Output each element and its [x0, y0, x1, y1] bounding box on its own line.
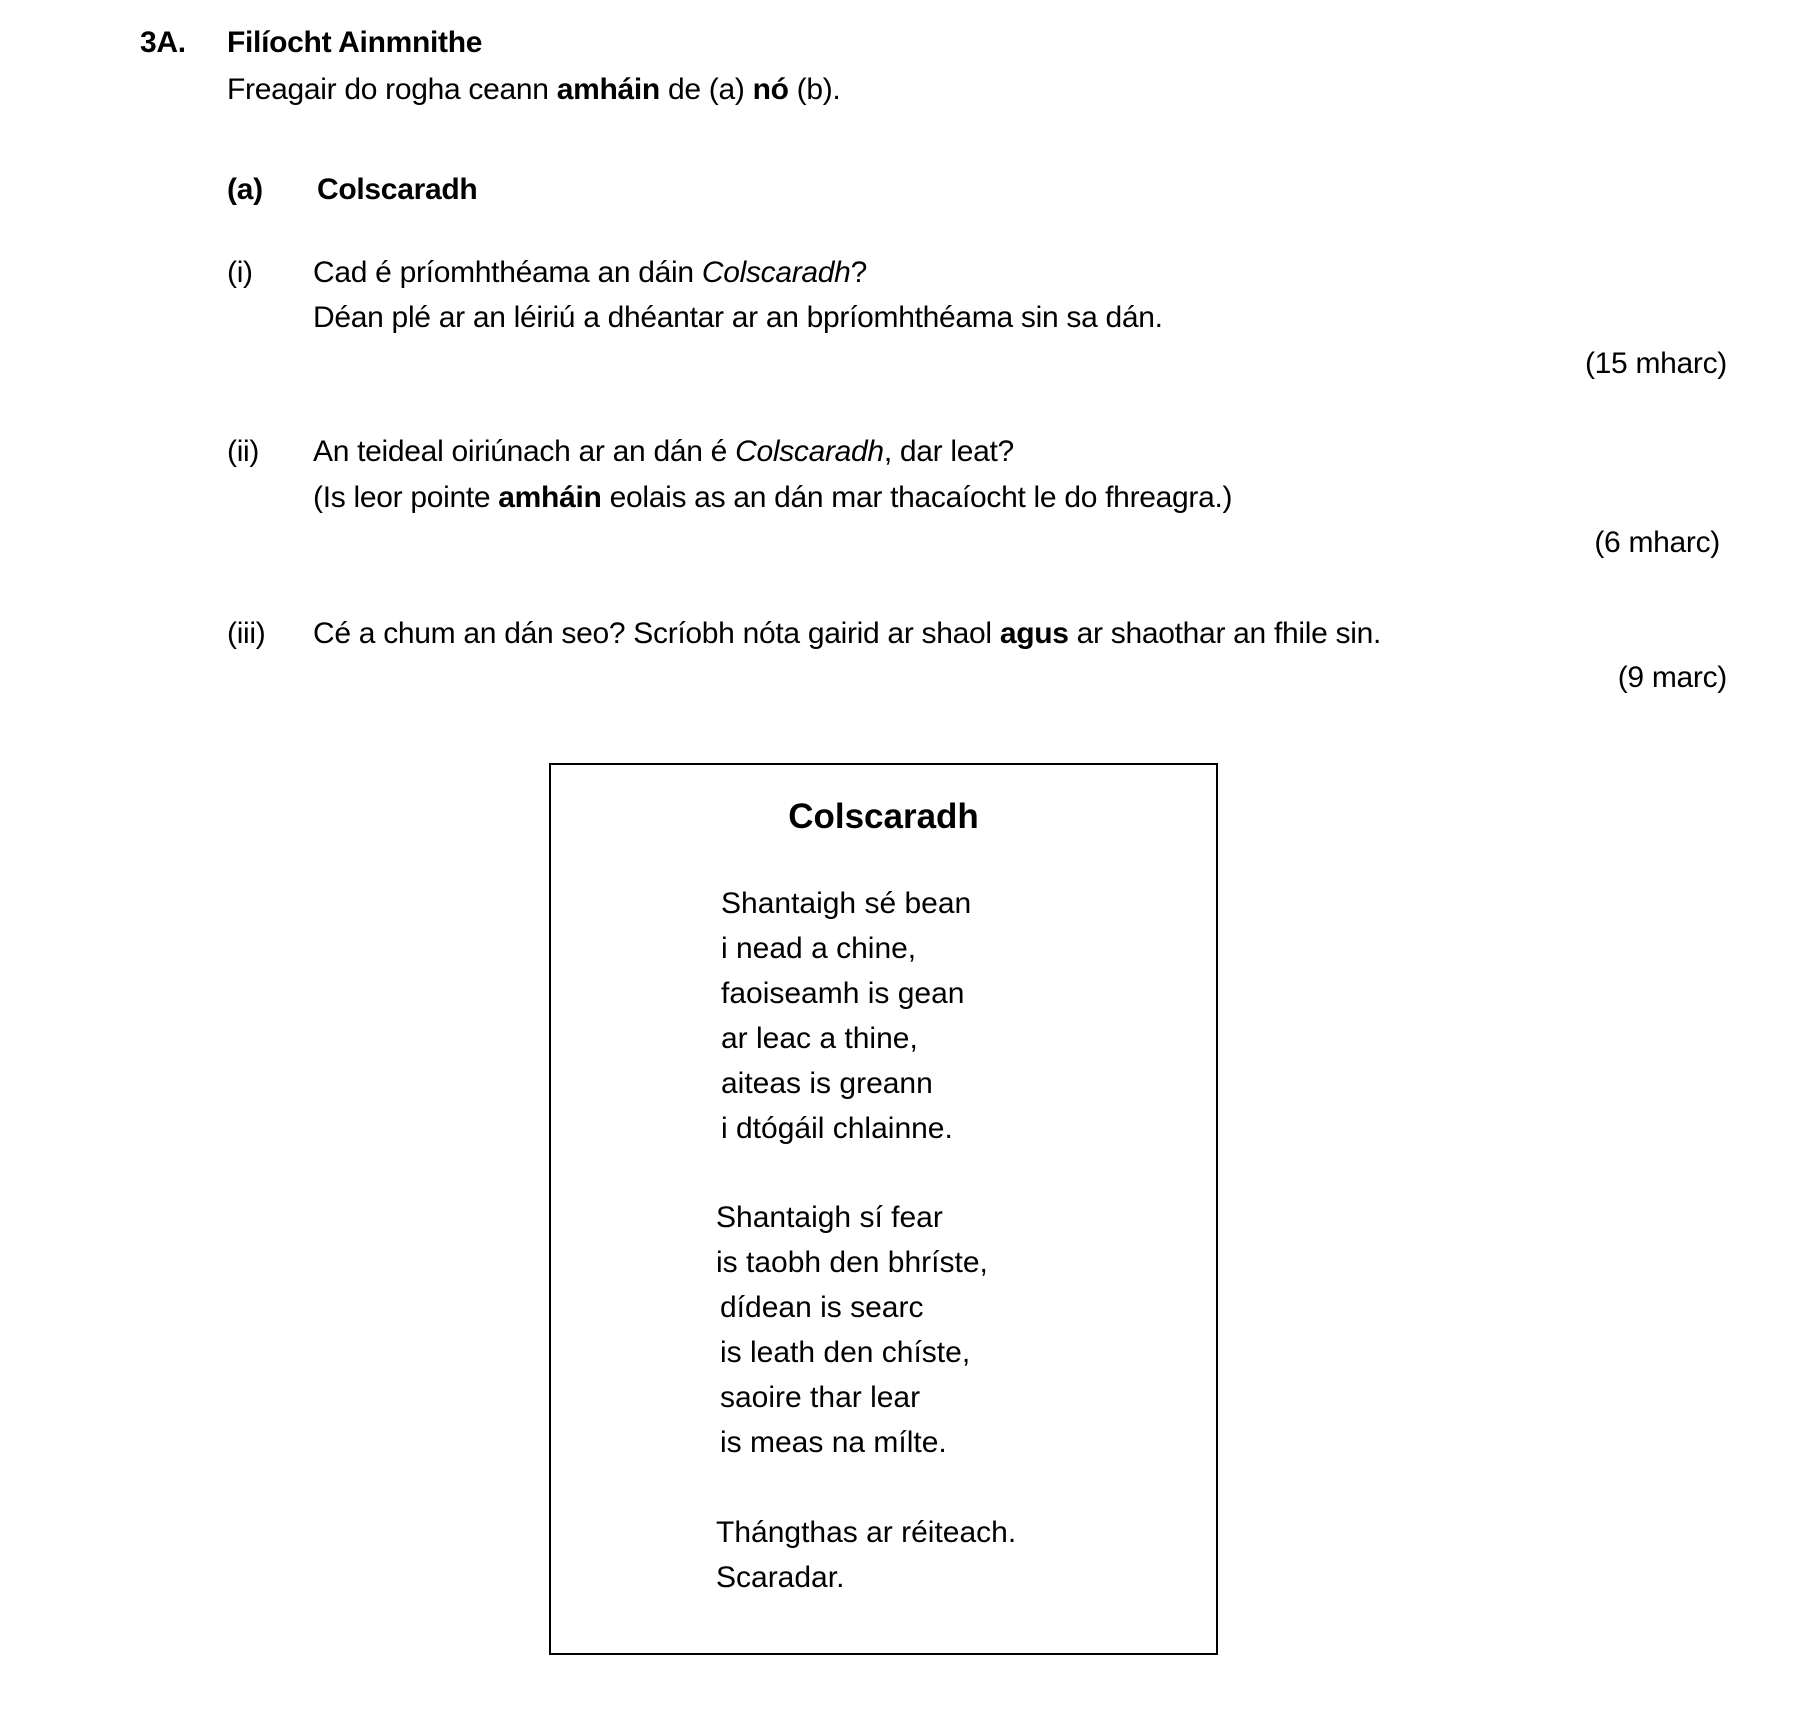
- instruction-text: de (a): [659, 73, 753, 106]
- instruction-emphasis: nó: [752, 73, 789, 106]
- marks-iii: (9 marc): [1617, 661, 1727, 694]
- question-text: eolais as an dán mar thacaíocht le do fhreagra.): [601, 481, 1233, 514]
- poem-line: saoire thar lear: [720, 1381, 921, 1414]
- subquestion-ii-line2: [313, 480, 1232, 516]
- subquestion-label: (ii): [227, 435, 260, 468]
- poem-line: Thángthas ar réiteach.: [716, 1516, 1017, 1549]
- poem-line: i nead a chine,: [721, 932, 917, 965]
- question-text: (Is leor pointe: [313, 481, 499, 514]
- poem-line: is taobh den bhríste,: [716, 1246, 988, 1279]
- poem-line: faoiseamh is gean: [721, 977, 965, 1010]
- poem-line: Shantaigh sí fear: [716, 1201, 943, 1234]
- question-text: , dar leat?: [883, 435, 1014, 468]
- instruction-text: Freagair do rogha ceann: [227, 73, 557, 106]
- poem-line: is meas na mílte.: [720, 1426, 947, 1459]
- poem-line: Shantaigh sé bean: [721, 887, 972, 920]
- poem-line: dídean is searc: [720, 1291, 924, 1324]
- poem-title-reference: Colscaradh: [701, 256, 851, 289]
- instruction-emphasis: amháin: [556, 73, 660, 106]
- subquestion-ii-line1: [313, 434, 1014, 470]
- question-text: ?: [850, 256, 867, 289]
- subquestion-label: (iii): [227, 617, 266, 650]
- poem-line: is leath den chíste,: [720, 1336, 971, 1369]
- poem-title-reference: Colscaradh: [735, 435, 884, 468]
- marks-ii: (6 mharc): [1594, 526, 1720, 559]
- subquestion-label: (i): [227, 256, 253, 289]
- poem-line: Scaradar.: [716, 1561, 845, 1594]
- subquestion-i-line1: [313, 255, 867, 291]
- part-a-title: Colscaradh: [317, 173, 478, 206]
- question-emphasis: agus: [999, 617, 1069, 650]
- question-text: Cad é príomhthéama an dáin: [313, 256, 702, 289]
- section-title: Filíocht Ainmnithe: [227, 26, 483, 59]
- question-emphasis: amháin: [498, 481, 602, 514]
- marks-i: (15 mharc): [1584, 347, 1727, 380]
- part-a-label: (a): [227, 173, 263, 206]
- poem-title: Colscaradh: [788, 797, 979, 836]
- question-number: 3A.: [140, 26, 186, 59]
- poem-box: [549, 763, 1218, 1655]
- question-text: ar shaothar an fhile sin.: [1068, 617, 1382, 650]
- subquestion-i-line2: Déan plé ar an léiriú a dhéantar ar an bpríomhthéama sin sa dán.: [313, 301, 1163, 334]
- subquestion-iii-line1: [313, 616, 1381, 652]
- poem-line: aiteas is greann: [721, 1067, 933, 1100]
- question-text: An teideal oiriúnach ar an dán é: [313, 435, 736, 468]
- poem-line: i dtógáil chlainne.: [721, 1112, 953, 1145]
- instruction-text: (b).: [788, 73, 841, 106]
- instruction: [227, 72, 840, 108]
- question-text: Cé a chum an dán seo? Scríobh nóta gairid ar shaol: [313, 617, 1000, 650]
- poem-line: ar leac a thine,: [721, 1022, 918, 1055]
